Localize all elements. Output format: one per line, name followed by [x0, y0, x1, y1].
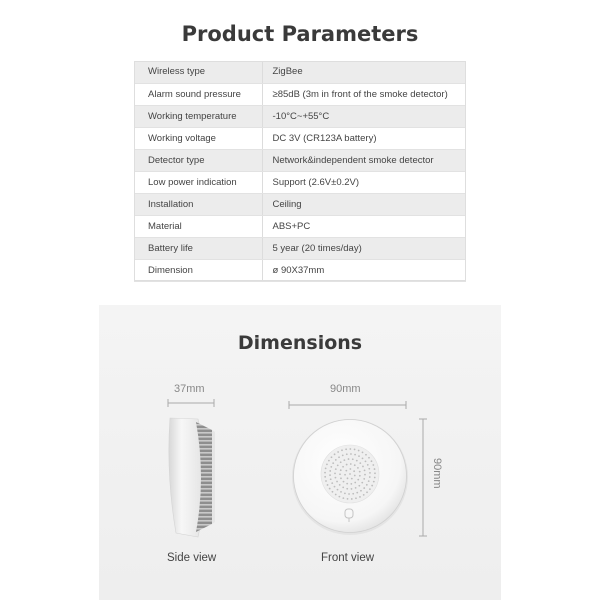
dimensions-title: Dimensions — [237, 332, 363, 354]
param-label: Working voltage — [134, 127, 262, 149]
grille-hole — [354, 464, 356, 466]
grille-hole — [346, 464, 348, 466]
front-width-bracket — [289, 401, 406, 409]
grille-hole — [374, 477, 376, 479]
grille-hole — [348, 458, 350, 460]
grille-hole — [374, 468, 376, 470]
grille-hole — [354, 454, 356, 456]
param-label: Low power indication — [134, 171, 262, 193]
grille-hole — [329, 470, 331, 472]
param-label: Material — [134, 215, 262, 237]
grille-hole — [340, 477, 342, 479]
grille-hole — [369, 488, 371, 490]
grille-hole — [345, 448, 347, 450]
grille-hole — [360, 490, 362, 492]
grille-hole — [368, 480, 370, 482]
grille-hole — [331, 456, 333, 458]
grille-hole — [352, 458, 354, 460]
side-view-label: Side view — [167, 552, 217, 564]
grille-hole — [332, 491, 334, 493]
grille-hole — [335, 468, 337, 470]
param-value: Support (2.6V±0.2V) — [262, 171, 466, 193]
grille-hole — [369, 476, 371, 478]
front-view-label: Front view — [321, 552, 375, 564]
grille-hole — [364, 474, 366, 476]
grille-hole — [334, 486, 336, 488]
side-view-detector — [169, 418, 215, 537]
grille-hole — [341, 449, 343, 451]
grille-hole — [356, 492, 358, 494]
grille-hole — [356, 460, 358, 462]
param-label: Dimension — [134, 259, 262, 281]
grille-hole — [350, 453, 352, 455]
grille-hole — [338, 456, 340, 458]
grille-hole — [335, 477, 337, 479]
grille-hole — [363, 487, 365, 489]
grille-hole — [358, 485, 360, 487]
grille-hole — [355, 487, 357, 489]
grille-hole — [342, 486, 344, 488]
param-value: ABS+PC — [262, 215, 466, 237]
grille-hole — [369, 472, 371, 474]
param-value: ø 90X37mm — [262, 259, 466, 281]
param-value: DC 3V (CR123A battery) — [262, 127, 466, 149]
grille-hole — [346, 453, 348, 455]
grille-hole — [346, 483, 348, 485]
grille-hole — [349, 473, 351, 475]
param-label: Working temperature — [134, 105, 262, 127]
grille-hole — [327, 484, 329, 486]
param-value: ZigBee — [262, 61, 466, 83]
grille-hole — [342, 497, 344, 499]
grille-hole — [343, 481, 345, 483]
grille-hole — [330, 466, 332, 468]
parameters-title: Product Parameters — [181, 22, 419, 46]
grille-hole — [368, 457, 370, 459]
grille-hole — [362, 466, 364, 468]
param-value: ≥85dB (3m in front of the smoke detector) — [262, 83, 466, 105]
grille-hole — [332, 462, 334, 464]
grille-hole — [337, 451, 339, 453]
grille-hole — [359, 475, 361, 477]
grille-hole — [374, 472, 376, 474]
grille-hole — [338, 496, 340, 498]
grille-hole — [354, 475, 356, 477]
front-width-label: 90mm — [330, 383, 361, 395]
param-value: -10°C~+55°C — [262, 105, 466, 127]
grille-hole — [371, 485, 373, 487]
grille-hole — [329, 474, 331, 476]
grille-hole — [347, 477, 349, 479]
param-label: Detector type — [134, 149, 262, 171]
grille-hole — [353, 470, 355, 472]
side-width-label: 37mm — [174, 383, 205, 395]
grille-hole — [351, 498, 353, 500]
grille-hole — [348, 493, 350, 495]
grille-hole — [354, 449, 356, 451]
grille-hole — [359, 496, 361, 498]
grille-hole — [334, 453, 336, 455]
grille-hole — [340, 491, 342, 493]
grille-hole — [350, 463, 352, 465]
param-value: Network&independent smoke detector — [262, 149, 466, 171]
grille-hole — [354, 482, 356, 484]
grille-hole — [366, 491, 368, 493]
grille-hole — [357, 467, 359, 469]
grille-hole — [358, 450, 360, 452]
param-label: Installation — [134, 193, 262, 215]
param-label: Battery life — [134, 237, 262, 259]
grille-hole — [342, 454, 344, 456]
grille-hole — [335, 459, 337, 461]
grille-hole — [363, 494, 365, 496]
grille-hole — [366, 484, 368, 486]
grille-hole — [330, 478, 332, 480]
grille-hole — [345, 470, 347, 472]
grille-hole — [336, 481, 338, 483]
grille-hole — [352, 493, 354, 495]
grille-hole — [365, 454, 367, 456]
grille-hole — [359, 471, 361, 473]
grille-hole — [325, 480, 327, 482]
grille-hole — [351, 478, 353, 480]
param-value: Ceiling — [262, 193, 466, 215]
grille-hole — [335, 494, 337, 496]
grille-hole — [337, 489, 339, 491]
grille-hole — [350, 483, 352, 485]
grille-hole — [328, 460, 330, 462]
grille-hole — [368, 468, 370, 470]
grille-hole — [344, 492, 346, 494]
grille-hole — [359, 462, 361, 464]
grille-hole — [334, 472, 336, 474]
side-width-bracket — [168, 399, 214, 407]
grille-hole — [329, 488, 331, 490]
grille-hole — [342, 466, 344, 468]
grille-hole — [340, 461, 342, 463]
grille-hole — [361, 482, 363, 484]
grille-hole — [349, 468, 351, 470]
param-label: Alarm sound pressure — [134, 83, 262, 105]
grille-hole — [347, 498, 349, 500]
grille-hole — [371, 460, 373, 462]
grille-hole — [351, 488, 353, 490]
grille-hole — [346, 488, 348, 490]
grille-hole — [344, 474, 346, 476]
grille-hole — [343, 459, 345, 461]
grille-hole — [372, 464, 374, 466]
grille-hole — [358, 455, 360, 457]
grille-hole — [339, 484, 341, 486]
grille-hole — [324, 476, 326, 478]
grille-hole — [337, 464, 339, 466]
param-label: Wireless type — [134, 61, 262, 83]
grille-hole — [349, 448, 351, 450]
grille-hole — [340, 469, 342, 471]
grille-hole — [362, 451, 364, 453]
front-height-bracket — [419, 419, 427, 536]
grille-hole — [324, 472, 326, 474]
param-value: 5 year (20 times/day) — [262, 237, 466, 259]
grille-hole — [367, 464, 369, 466]
grille-hole — [365, 460, 367, 462]
grille-hole — [363, 478, 365, 480]
grille-hole — [355, 497, 357, 499]
grille-hole — [339, 473, 341, 475]
front-view-detector — [292, 419, 408, 535]
grille-hole — [362, 458, 364, 460]
grille-hole — [326, 463, 328, 465]
front-height-label: 90mm — [431, 458, 443, 489]
grille-hole — [373, 481, 375, 483]
grille-hole — [357, 479, 359, 481]
grille-hole — [331, 482, 333, 484]
grille-hole — [364, 470, 366, 472]
grille-hole — [325, 467, 327, 469]
